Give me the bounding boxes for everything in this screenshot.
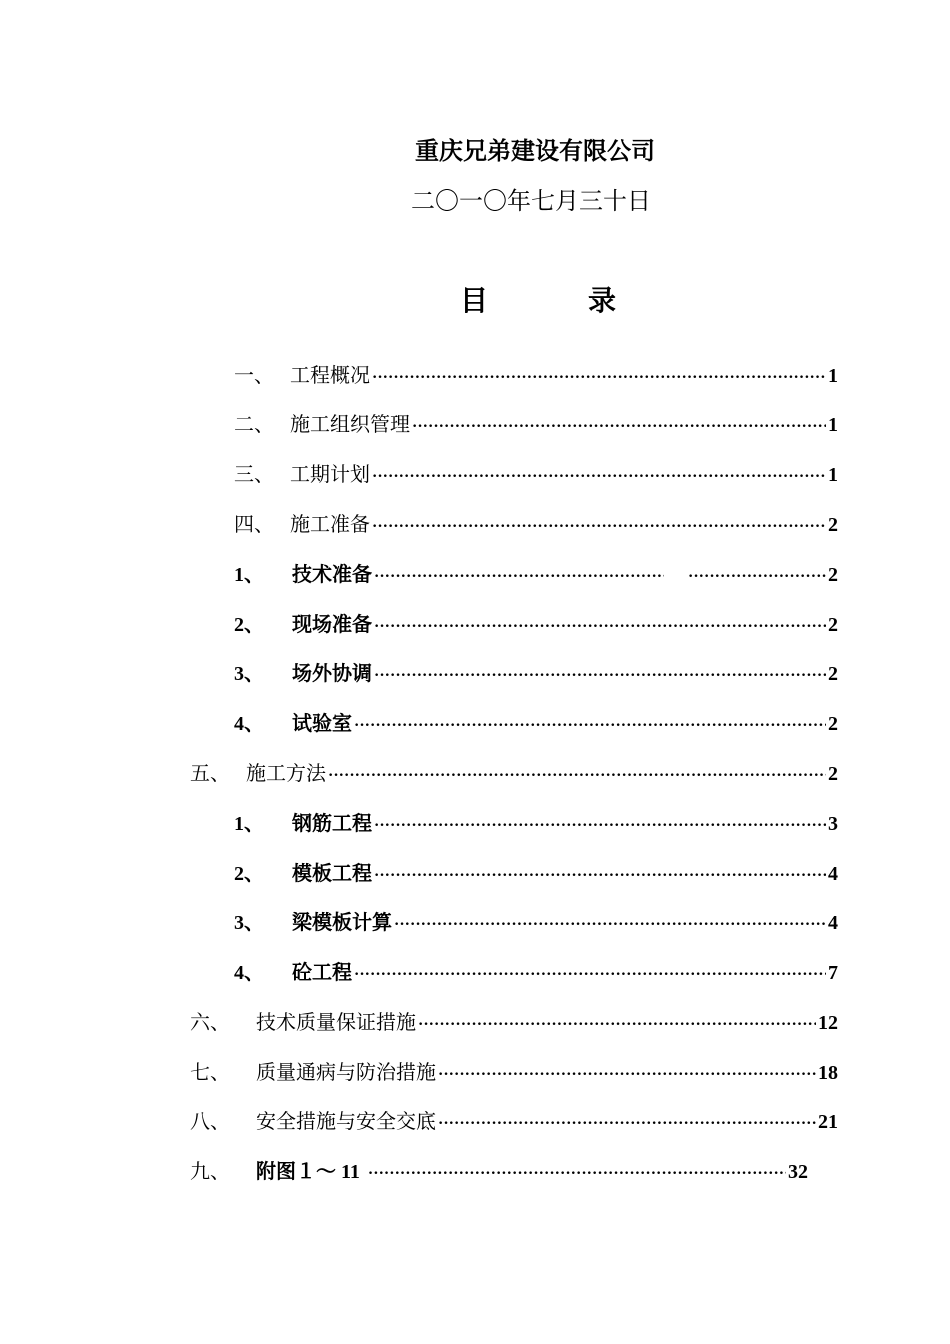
toc-entry-number: 1、 [234,564,264,586]
toc-entry-label: 工程概况 [290,363,370,387]
toc-entry-page: 18 [818,1062,838,1084]
toc-entry-number: 四、 [234,512,274,536]
toc-entry-leader [374,863,826,889]
toc-entry-label: 工期计划 [290,462,370,486]
toc-entry-number: 三、 [234,462,274,486]
toc-entry-page: 2 [828,663,838,685]
toc-entry-label: 现场准备 [292,612,372,636]
toc-entry-page: 7 [828,962,838,984]
toc-entry[interactable] [190,760,838,786]
toc-entry-page: 2 [828,564,838,586]
toc-entry-number: 八、 [190,1109,230,1133]
toc-entry-number: 五、 [190,761,230,785]
toc-entry-leader [438,1111,816,1137]
toc-entry-leader [374,663,826,689]
toc-entry-number: 一、 [234,363,274,387]
toc-entry-number: 六、 [190,1010,230,1034]
toc-entry-label: 砼工程 [292,960,352,984]
toc-entry-leader [438,1062,816,1088]
toc-entry-leader [412,414,826,440]
toc-entry-page: 2 [828,614,838,636]
toc-entry-page: 2 [828,514,838,536]
toc-entry[interactable] [234,660,838,686]
toc-entry-label: 模板工程 [292,861,372,885]
toc-title-char-2: 录 [588,284,617,317]
toc-entry-leader [374,813,826,839]
toc-entry-label: 试验室 [292,711,352,735]
toc-entry-page: 1 [828,365,838,387]
toc-entry[interactable] [234,959,838,985]
toc-entry-number: 4、 [234,962,264,984]
toc-title [460,283,617,319]
toc-entry[interactable] [190,1059,838,1085]
toc-entry-label: 施工方法 [246,761,326,785]
toc-entry-label: 技术质量保证措施 [256,1010,416,1034]
toc-entry[interactable] [234,561,838,587]
toc-entry-leader [354,713,826,739]
toc-entry-label: 附图１～ 11 [256,1161,360,1183]
toc-title-char-1: 目 [460,284,489,317]
toc-entry-leader [372,365,826,391]
toc-entry-label: 施工准备 [290,512,370,536]
toc-entry-leader [372,464,826,490]
toc-entry-leader [374,614,826,640]
toc-entry-page: 21 [818,1111,838,1133]
toc-entry-page: 12 [818,1012,838,1034]
toc-entry-leader [394,912,826,938]
toc-entry-label: 梁模板计算 [292,910,392,934]
company-name: 重庆兄弟建设有限公司 [415,136,655,165]
toc-entry[interactable] [234,710,838,736]
toc-entry[interactable] [234,362,838,388]
toc-entry-label: 施工组织管理 [290,412,410,436]
toc-entry-number: 二、 [234,412,274,436]
toc-entry-number: 3、 [234,912,264,934]
toc-entry-leader [354,962,826,988]
toc-entry-label: 技术准备 [292,562,372,586]
toc-entry-number: 1、 [234,813,264,835]
toc-entry-leader [418,1012,816,1038]
toc-entry[interactable] [190,1009,838,1035]
toc-entry-page: 2 [828,713,838,735]
toc-entry[interactable] [234,461,838,487]
toc-entry-number: 七、 [190,1060,230,1084]
toc-entry-label: 场外协调 [292,661,372,685]
toc-entry-leader [372,514,826,540]
document-date: 二〇一〇年七月三十日 [411,187,651,215]
toc-entry-leader [368,1161,786,1187]
toc-entry-page: 2 [828,763,838,785]
toc-entry-label: 钢筋工程 [292,811,372,835]
toc-entry-page: 4 [828,863,838,885]
toc-entry[interactable] [234,511,838,537]
toc-entry-number: 2、 [234,863,264,885]
toc-entry-number: 4、 [234,713,264,735]
toc-entry-page: 32 [788,1161,808,1183]
toc-entry-page: 4 [828,912,838,934]
toc-entry[interactable] [234,909,838,935]
toc-entry-label: 质量通病与防治措施 [256,1060,436,1084]
toc-entry-number: 九、 [190,1159,230,1183]
toc-entry[interactable] [190,1108,838,1134]
toc-entry-number: 2、 [234,614,264,636]
toc-entry-page: 1 [828,464,838,486]
toc-entry[interactable] [234,611,838,637]
toc-entry-page: 1 [828,414,838,436]
toc-entry[interactable] [234,411,838,437]
toc-entry-leader [372,564,828,590]
toc-entry[interactable] [234,810,838,836]
toc-entry[interactable] [234,860,838,886]
toc-entry-label: 安全措施与安全交底 [256,1109,436,1133]
toc-entry-number: 3、 [234,663,264,685]
toc-entry-page: 3 [828,813,838,835]
toc-entry-leader [328,763,826,789]
toc-entry[interactable] [190,1158,808,1184]
